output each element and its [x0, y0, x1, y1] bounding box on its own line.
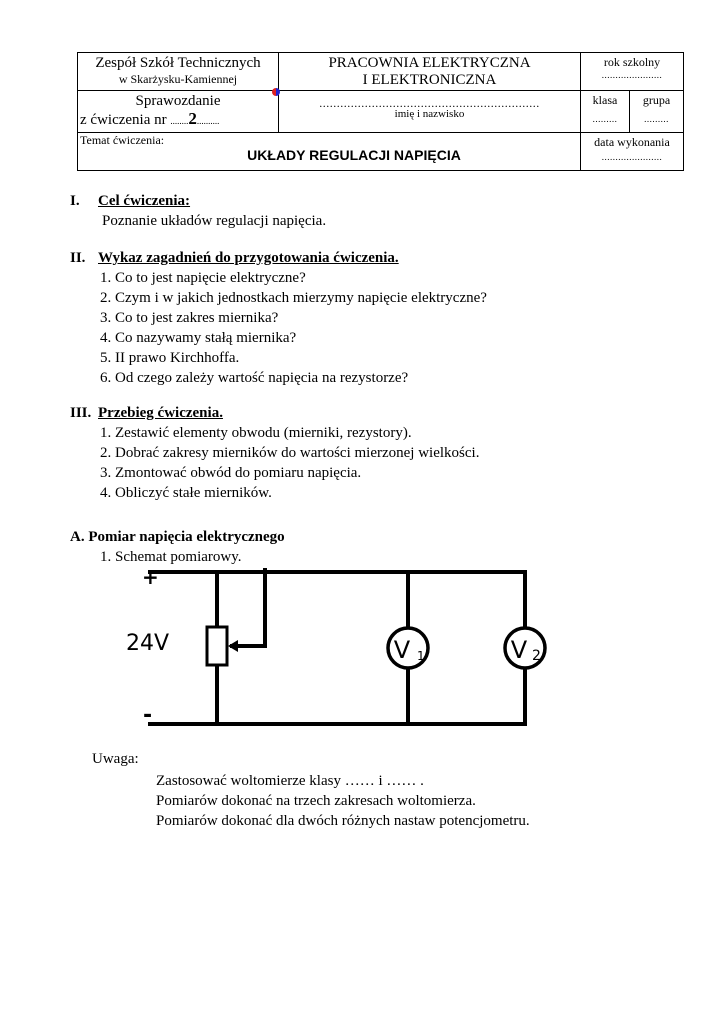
- note-line: Pomiarów dokonać na trzech zakresach woltomierza.: [156, 793, 476, 809]
- list-item: 5. II prawo Kirchhoffa.: [100, 350, 240, 366]
- school-year-label: rok szkolny: [603, 55, 661, 69]
- section-goal-number: I.: [70, 193, 80, 209]
- date-label: data wykonania: [594, 135, 670, 149]
- list-item: 1. Co to jest napięcie elektryczne?: [100, 270, 306, 286]
- section-procedure: [70, 403, 479, 503]
- exercise-dots-left: ........: [170, 116, 189, 126]
- section-procedure-title: Przebieg ćwiczenia.: [98, 405, 223, 421]
- name-field[interactable]: ...............................................................: [319, 96, 540, 110]
- voltmeter-2-index: 2: [532, 648, 541, 664]
- procedure-list: [70, 423, 479, 503]
- topic-title: UKŁADY REGULACJI NAPIĘCIA: [247, 147, 461, 163]
- list-item: 1. Zestawić elementy obwodu (mierniki, rezystory).: [100, 425, 412, 441]
- note-line: Pomiarów dokonać dla dwóch różnych nastaw potencjometru.: [156, 813, 530, 829]
- name-cell: [279, 91, 581, 133]
- source-voltage-label: 24V: [126, 631, 170, 656]
- color-dot-mark: [272, 88, 280, 96]
- name-label: imię i nazwisko: [394, 108, 465, 120]
- exercise-line: [78, 110, 278, 130]
- section-topics-number: II.: [70, 250, 86, 266]
- class-field[interactable]: .........: [592, 114, 618, 124]
- section-goal: [70, 191, 326, 231]
- section-procedure-heading: [70, 403, 479, 423]
- exercise-prefix: z ćwiczenia nr: [80, 112, 167, 128]
- list-item: 6. Od czego zależy wartość napięcia na rezystorze?: [100, 370, 409, 386]
- group-label: grupa: [642, 93, 671, 107]
- wiper-arrow: [228, 640, 238, 652]
- lab-cell: [279, 53, 581, 91]
- exercise-number[interactable]: 2: [188, 109, 197, 128]
- section-goal-text: Poznanie układów regulacji napięcia.: [102, 213, 327, 229]
- school-year-field[interactable]: ......................: [601, 70, 663, 80]
- plus-terminal: +: [142, 565, 159, 589]
- section-topics-heading: [70, 248, 487, 268]
- note-label: Uwaga:: [92, 751, 139, 767]
- school-location: w Skarżysku-Kamiennej: [118, 72, 238, 86]
- class-label: klasa: [592, 93, 618, 107]
- section-topics: [70, 248, 487, 388]
- note-line: Zastosować woltomierze klasy …… i …… .: [156, 773, 424, 789]
- date-field[interactable]: ......................: [601, 152, 663, 162]
- potentiometer-resistor: [207, 627, 227, 665]
- voltmeter-1-label: V: [393, 636, 411, 664]
- topic-label: Temat ćwiczenia:: [80, 133, 165, 147]
- date-cell: [581, 133, 684, 171]
- topic-cell: [78, 133, 581, 171]
- section-procedure-number: III.: [70, 405, 92, 421]
- section-measurement-title: A. Pomiar napięcia elektrycznego: [70, 529, 285, 545]
- list-item: 2. Czym i w jakich jednostkach mierzymy napięcie elektryczne?: [100, 290, 487, 306]
- school-year-cell: [581, 53, 684, 91]
- section-measurement: [70, 527, 285, 567]
- circuit-diagram: [126, 562, 570, 732]
- voltmeter-1-index: 1: [417, 649, 425, 663]
- section-measurement-item: 1. Schemat pomiarowy.: [100, 549, 242, 565]
- school-name: Zespół Szkół Technicznych: [95, 55, 261, 71]
- header-table: [77, 52, 684, 171]
- school-cell: [78, 53, 279, 91]
- list-item: 3. Zmontować obwód do pomiaru napięcia.: [100, 465, 362, 481]
- lab-name-line1: PRACOWNIA ELEKTRYCZNA: [328, 55, 531, 71]
- class-cell: [581, 91, 630, 133]
- list-item: 3. Co to jest zakres miernika?: [100, 310, 279, 326]
- section-topics-title: Wykaz zagadnień do przygotowania ćwiczenia.: [98, 250, 399, 266]
- group-cell: [630, 91, 684, 133]
- lab-name-line2: I ELEKTRONICZNA: [362, 72, 497, 88]
- section-goal-heading: [70, 191, 326, 211]
- list-item: 4. Obliczyć stałe mierników.: [100, 485, 272, 501]
- report-label: Sprawozdanie: [135, 93, 221, 109]
- note-lines: [156, 771, 530, 831]
- section-goal-title: Cel ćwiczenia:: [98, 193, 191, 209]
- list-item: 2. Dobrać zakresy mierników do wartości mierzonej wielkości.: [100, 445, 480, 461]
- report-cell: [78, 91, 279, 133]
- minus-terminal: -: [143, 703, 153, 728]
- topics-list: [70, 268, 487, 388]
- exercise-dots-right: ..........: [196, 116, 220, 126]
- voltmeter-2-label: V: [510, 636, 528, 664]
- group-field[interactable]: .........: [644, 114, 669, 124]
- list-item: 4. Co nazywamy stałą miernika?: [100, 330, 297, 346]
